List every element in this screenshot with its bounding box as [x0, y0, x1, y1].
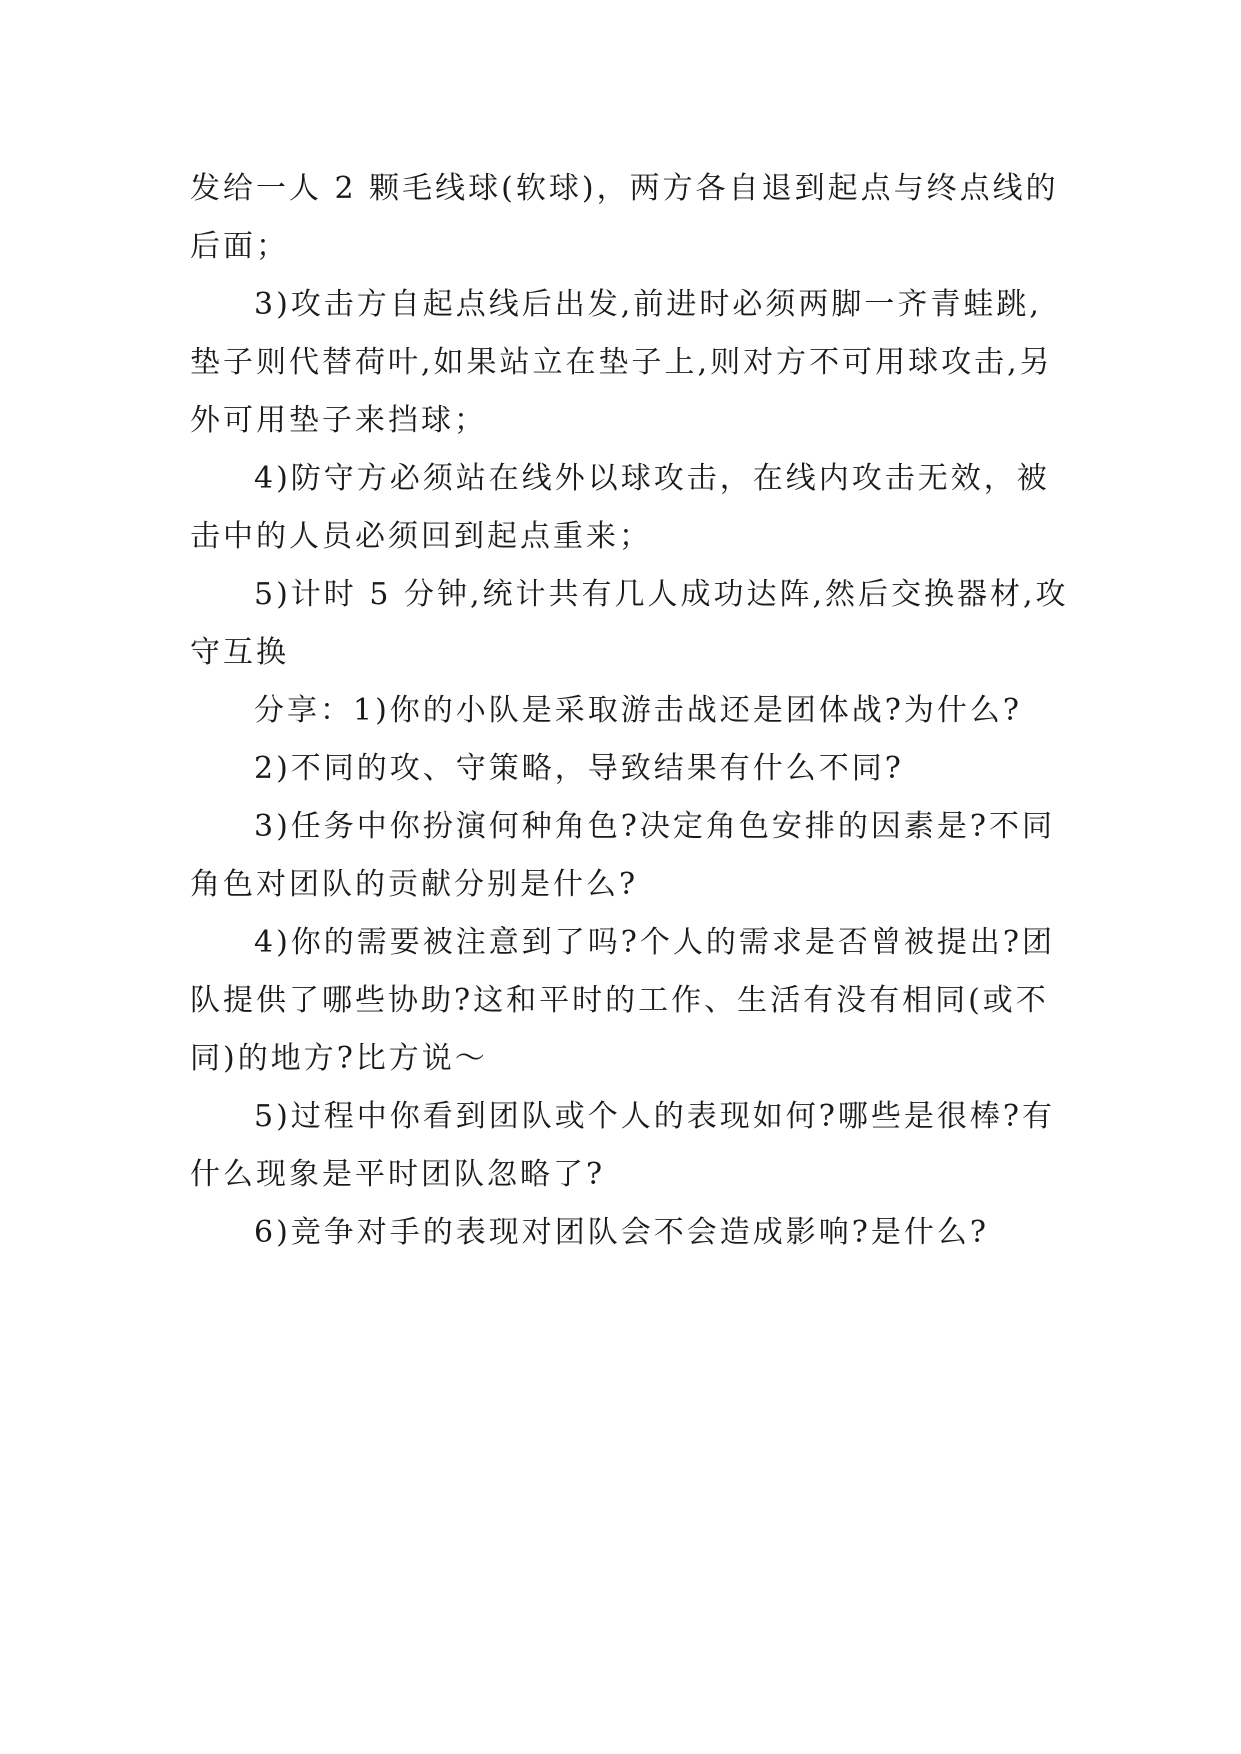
paragraph-share-2: 2)不同的攻、守策略，导致结果有什么不同?	[254, 751, 904, 786]
paragraph-rules-3: 3)攻击方自起点线后出发,前进时必须两脚一齐青蛙跳,垫子则代替荷叶,如果站立在垫子上,则对方不可用球攻击,另外可用垫子来挡球；	[190, 287, 1053, 438]
paragraph-share-6: 6)竞争对手的表现对团队会不会造成影响?是什么?	[254, 1215, 989, 1250]
paragraph-rules-2: 发给一人 2 颗毛线球(软球)，两方各自退到起点与终点线的后面；	[190, 171, 1059, 264]
paragraph-rules-5: 5)计时 5 分钟,统计共有几人成功达阵,然后交换器材,攻守互换	[190, 577, 1069, 670]
paragraph-share-3: 3)任务中你扮演何种角色?决定角色安排的因素是?不同角色对团队的贡献分别是什么?	[190, 809, 1055, 902]
paragraph-rules-4: 4)防守方必须站在线外以球攻击，在线内攻击无效，被击中的人员必须回到起点重来；	[190, 461, 1050, 554]
paragraph-share-5: 5)过程中你看到团队或个人的表现如何?哪些是很棒?有什么现象是平时团队忽略了?	[190, 1099, 1055, 1192]
document-body	[190, 160, 1070, 1262]
paragraph-share-4: 4)你的需要被注意到了吗?个人的需求是否曾被提出?团队提供了哪些协助?这和平时的工作、生活有没有相同(或不同)的地方?比方说～	[190, 925, 1055, 1076]
paragraph-share-1: 分享：1)你的小队是采取游击战还是团体战?为什么?	[254, 693, 1022, 728]
